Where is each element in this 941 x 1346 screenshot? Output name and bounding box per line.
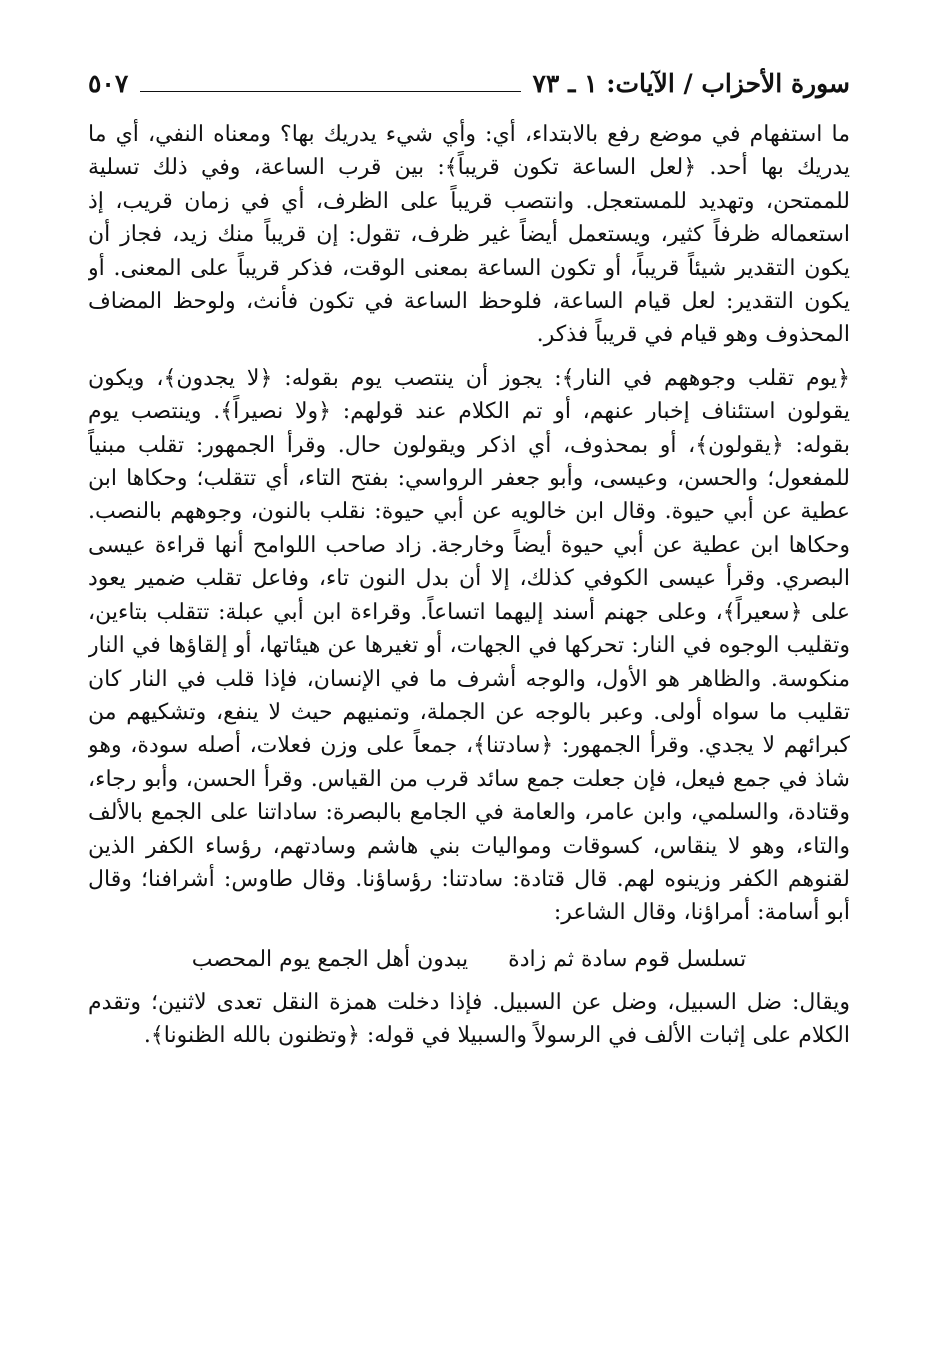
document-page [88, 62, 850, 1322]
header-title: سورة الأحزاب / الآيات: ١ ـ ٧٣ [532, 69, 850, 98]
header-rule [140, 91, 520, 92]
paragraph-1: ما استفهام في موضع رفع بالابتداء، أي: وأي شيء يدريك بها؟ ومعناه النفي، أي ما يدريك بها أحد. ﴿لعل الساعة تكون قريباً﴾: بين قرب الساعة، وفي ذلك تسلية للممتحن، وتهديد للمستعجل. وانتصب قريباً على الظرف، أي في زمان قريب، إذ استعماله ظرفاً كثير، ويستعمل أيضاً غير ظرف، تقول: إن قريباً منك زيد، فجاز أن يكون التقدير شيئاً قريباً، أو تكون الساعة بمعنى الوقت، فذكر قريباً على المعنى. أو يكون التقدير: لعل قيام الساعة، فلوحظ الساعة في تكون فأنث، ولوحظ المضاف المحذوف وهو قيام في قريباً فذكر. [88, 122, 850, 348]
poetry-verse [88, 942, 850, 978]
verse-second-hemistich: يبدون أهل الجمع يوم المحصب [191, 946, 469, 972]
body-text [88, 118, 850, 1053]
closing-paragraph: ويقال: ضل السبيل، وضل عن السبيل. فإذا دخلت همزة النقل تعدى لاثنين؛ وتقدم الكلام على إثبات الألف في الرسولاً والسبيلا في قوله: ﴿وتظنون بالله الظنونا﴾. [88, 989, 850, 1049]
page-number: ٥٠٧ [88, 69, 129, 98]
verse-first-hemistich: تسلسل قوم سادة ثم زادة [508, 946, 747, 972]
page-header [88, 62, 850, 100]
paragraph-2: ﴿يوم تقلب وجوههم في النار﴾: يجوز أن ينتصب يوم بقوله: ﴿لا يجدون﴾، ويكون يقولون استئناف إخبار عنهم، أو تم الكلام عند قولهم: ﴿ولا نصيراً﴾. وينتصب يوم بقوله: ﴿يقولون﴾، أو بمحذوف، أي اذكر ويقولون حال. وقرأ الجمهور: تقلب مبنياً للمفعول؛ والحسن، وعيسى، وأبو جعفر الرواسي: بفتح التاء، أي تتقلب؛ وحكاها ابن عطية عن أبي حيوة. وقال ابن خالويه عن أبي حيوة: نقلب بالنون، وجوههم بالنصب. وحكاها ابن عطية عن أبي حيوة أيضاً وخارجة. زاد صاحب اللوامح أنها قراءة عيسى البصري. وقرأ عيسى الكوفي كذلك، إلا أن بدل النون تاء، وفاعل تقلب ضمير يعود على ﴿سعيراً﴾، وعلى جهنم أسند إليهما اتساعاً. وقراءة ابن أبي عبلة: تتقلب بتاءين، وتقليب الوجوه في النار: تحركها في الجهات، أو تغيرها عن هيئاتها، أو إلقاؤها في النار منكوسة. والظاهر هو الأول، والوجه أشرف ما في الإنسان، فإذا قلب في النار كان تقليب ما سواه أولى. وعبر بالوجه عن الجملة، وتمنيهم حيث لا ينفع، وتشكيهم من كبرائهم لا يجدي. وقرأ الجمهور: ﴿سادتنا﴾، جمعاً على وزن فعلات، أصله سودة، وهو شاذ في جمع فيعل، فإن جعلت جمع سائد قرب من القياس. وقرأ الحسن، وأبو رجاء، وقتادة، والسلمي، وابن عامر، والعامة في الجامع بالبصرة: ساداتنا على الجمع بالألف والتاء، وهو لا ينقاس، كسوقات ومواليات بني هاشم وسادتهم، رؤساء الكفر الذين لقنوهم الكفر وزينوه لهم. قال قتادة: سادتنا: رؤساؤنا. وقال طاوس: أشرافنا؛ وقال أبو أسامة: أمراؤنا، وقال الشاعر: [88, 365, 850, 926]
